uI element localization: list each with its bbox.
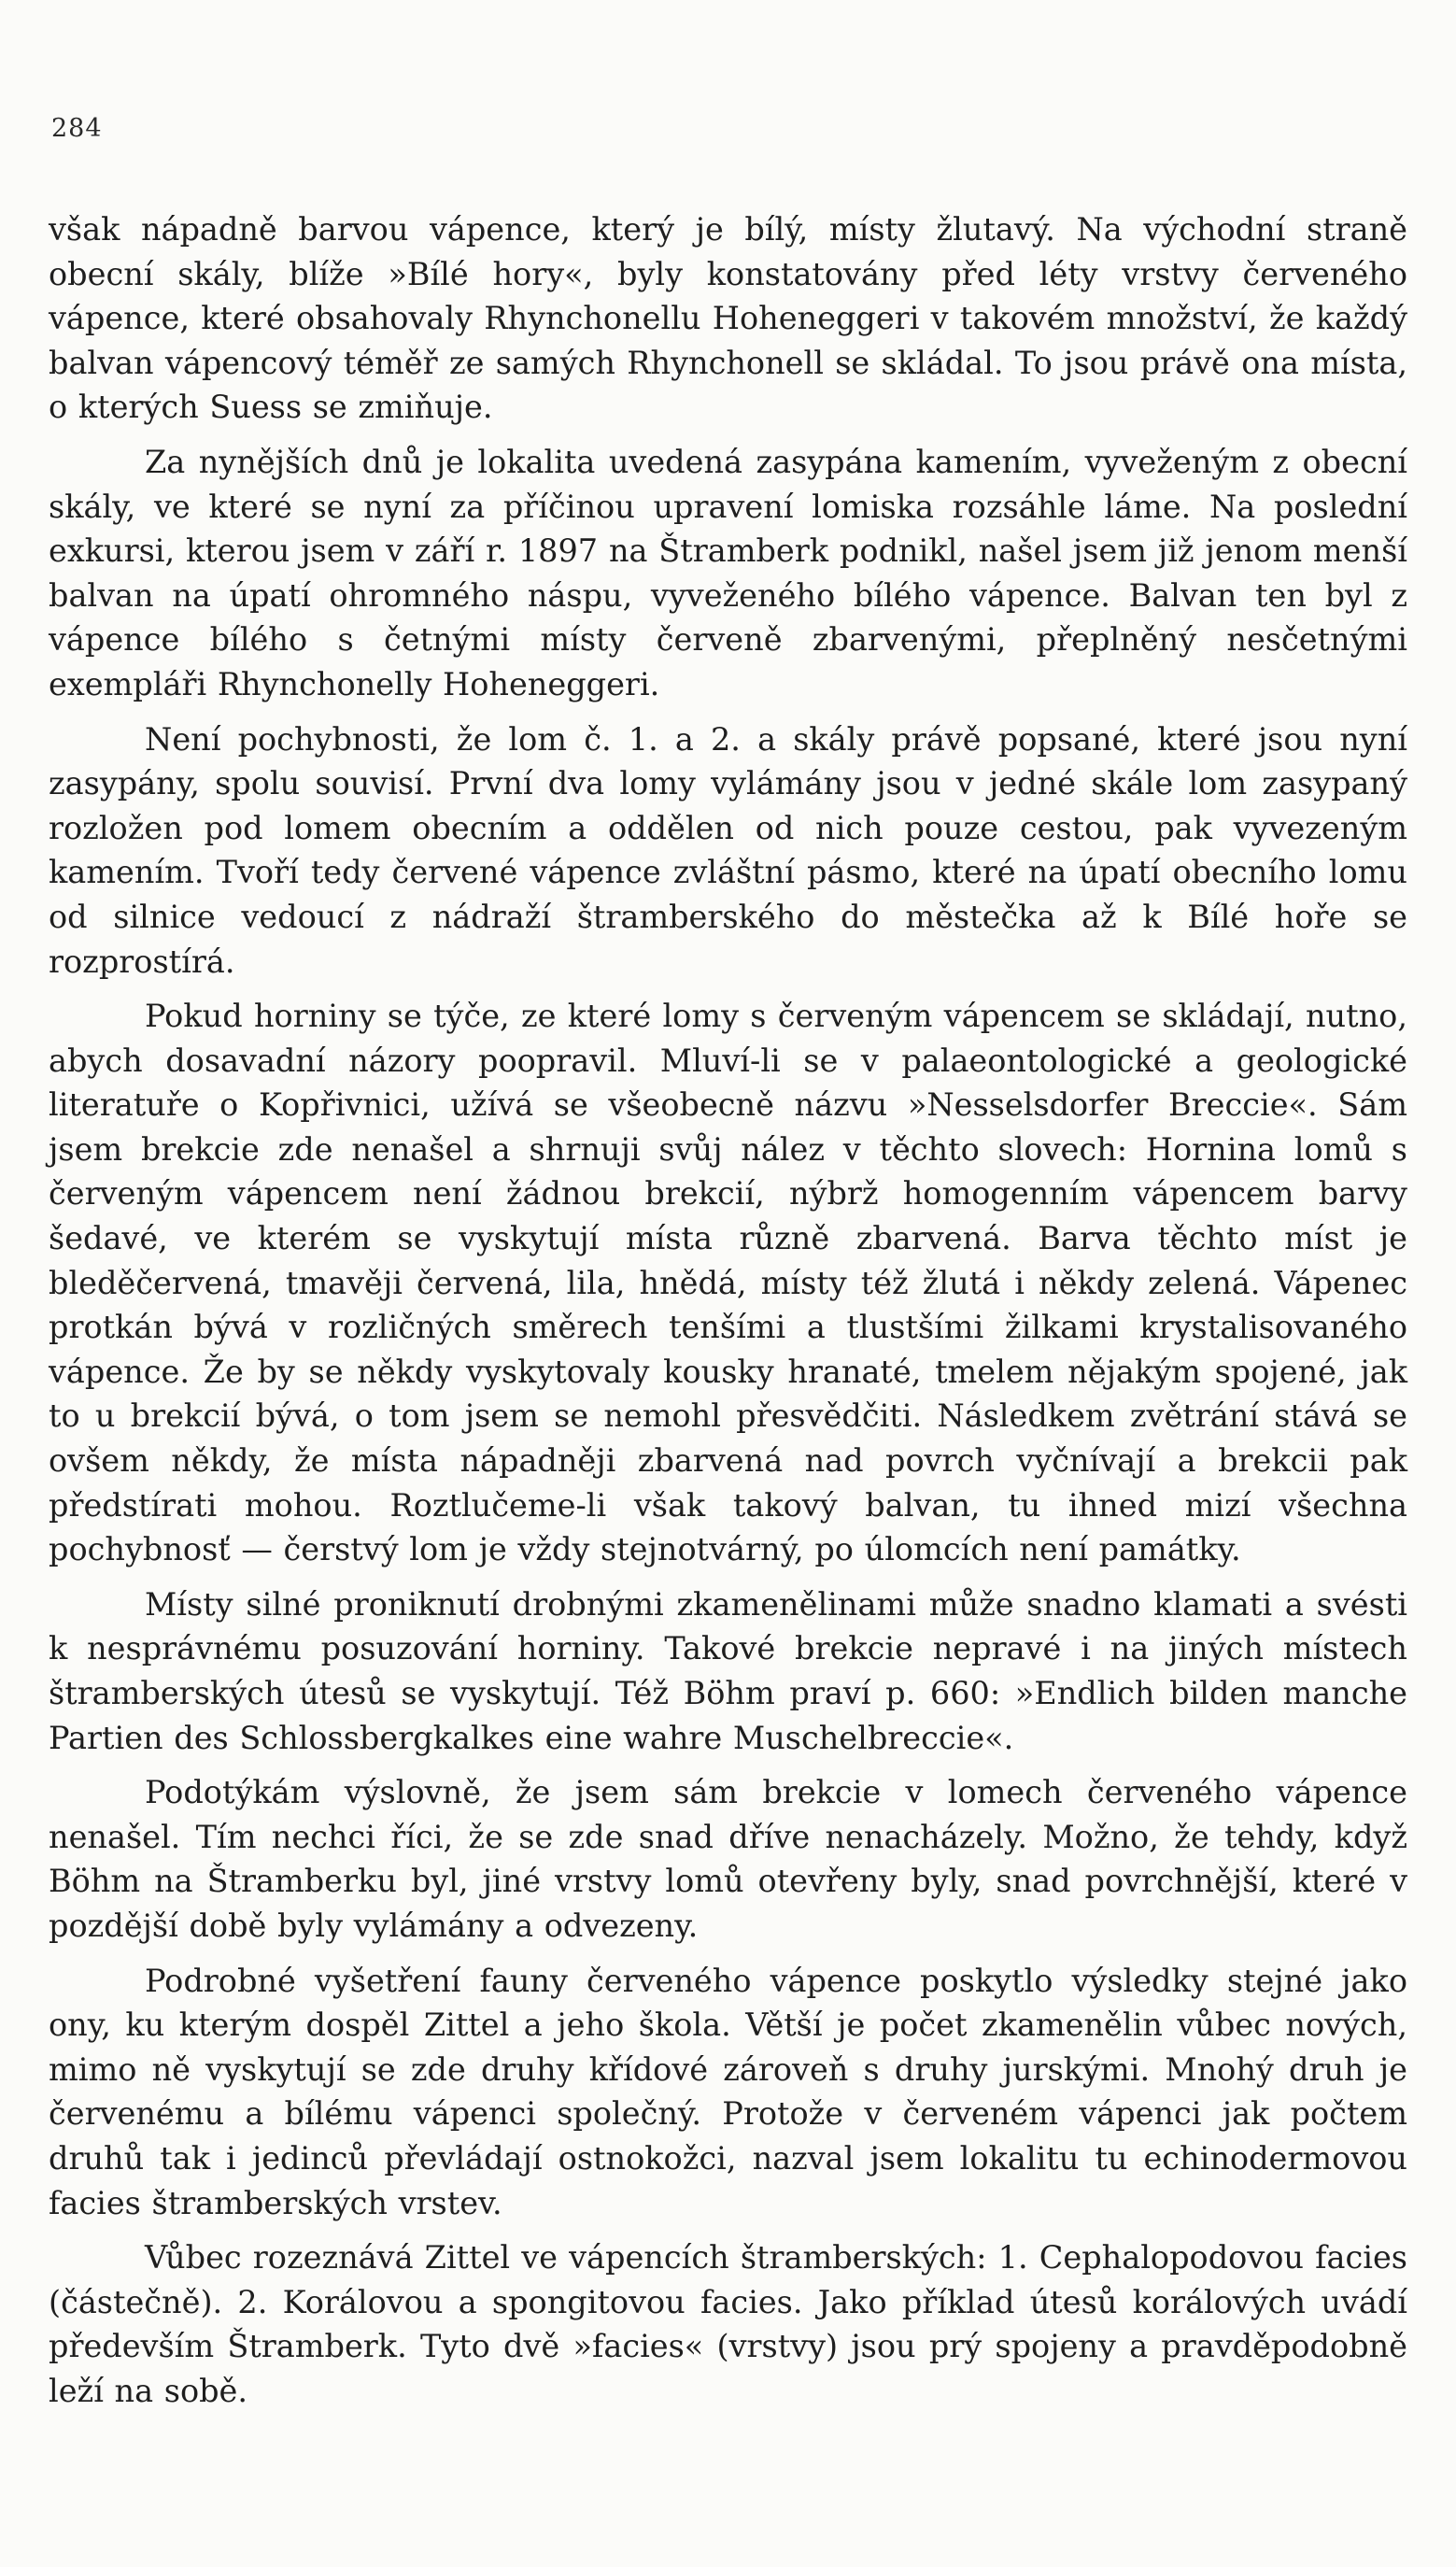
paragraph-2: Za nynějších dnů je lokalita uvedená zasypána kamením, vyveženým z obecní skály, ve které se nyní za příčinou upravení lomiska rozsáhle láme. Na poslední exkursi, kterou jsem v září r. 1897 na Štramberk podnikl, našel jsem již jenom menší balvan na úpatí ohromného náspu, vyveženého bílého vápence. Balvan ten byl z vápence bílého s četnými místy červeně zbarvenými, přeplněný nesčetnými exempláři Rhynchonelly Hoheneggeri. [49, 443, 1407, 702]
paragraph-1: však nápadně barvou vápence, který je bílý, místy žlutavý. Na východní straně obecní skály, blíže »Bílé hory«, byly konstatovány před léty vrstvy červeného vápence, které obsahovaly Rhynchonellu Hoheneggeri v takovém množství, že každý balvan vápencový téměř ze samých Rhynchonell se skládal. To jsou právě ona místa, o kterých Suess se zmiňuje. [49, 211, 1407, 426]
body-text [49, 207, 1407, 2424]
page-number: 284 [51, 114, 103, 143]
paragraph-3: Není pochybnosti, že lom č. 1. a 2. a skály právě popsané, které jsou nyní zasypány, spolu souvisí. První dva lomy vylámány jsou v jedné skále lom zasypaný rozložen pod lomem obecním a oddělen od nich pouze cestou, pak vyvezeným kamením. Tvoří tedy červené vápence zvláštní pásmo, které na úpatí obecního lomu od silnice vedoucí z nádraží štramberského do městečka až k Bílé hoře se rozprostírá. [49, 720, 1407, 980]
paragraph-4: Pokud horniny se týče, ze které lomy s červeným vápencem se skládají, nutno, abych dosavadní názory poopravil. Mluví-li se v palaeontologické a geologické literatuře o Kopřivnici, užívá se všeobecně názvu »Nesselsdorfer Breccie«. Sám jsem brekcie zde nenašel a shrnuji svůj nález v těchto slovech: Hornina lomů s červeným vápencem není žádnou brekcií, nýbrž homogenním vápencem barvy šedavé, ve kterém se vyskytují místa různě zbarvená. Barva těchto míst je bleděčervená, tmavěji červená, lila, hnědá, místy též žlutá i někdy zelená. Vápenec protkán bývá v rozličných směrech tenšími a tlustšími žilkami krystalisovaného vápence. Že by se někdy vyskytovaly kousky hranaté, tmelem nějakým spojené, jak to u brekcií bývá, o tom jsem se nemohl přesvědčiti. Následkem zvětrání stává se ovšem někdy, že místa nápadněji zbarvená nad povrch vyčnívají a brekcii pak předstírati mohou. Roztlučeme-li však takový balvan, tu ihned mizí všechna pochybnosť — čerstvý lom je vždy stejnotvárný, po úlomcích není památky. [49, 998, 1407, 1568]
paragraph-7: Podrobné vyšetření fauny červeného vápence poskytlo výsledky stejné jako ony, ku kterým dospěl Zittel a jeho škola. Větší je počet zkamenělin vůbec nových, mimo ně vyskytují se zde druhy křídové zároveň s druhy jurskými. Mnohý druh je červenému a bílému vápenci společný. Protože v červeném vápenci jak počtem druhů tak i jedinců převládají ostnokožci, nazval jsem lokalitu tu echinodermovou facies štramberských vrstev. [49, 1962, 1407, 2221]
paragraph-5: Místy silné proniknutí drobnými zkamenělinami může snadno klamati a svésti k nesprávnému posuzování horniny. Takové brekcie nepravé i na jiných místech štramberských útesů se vyskytují. Též Böhm praví p. 660: »Endlich bilden manche Partien des Schlossbergkalkes eine wahre Muschelbreccie«. [49, 1585, 1407, 1756]
paragraph-8: Vůbec rozeznává Zittel ve vápencích štramberských: 1. Cephalopodovou facies (částečně). 2. Korálovou a spongitovou facies. Jako příklad útesů korálových uvádí především Štramberk. Tyto dvě »facies« (vrstvy) jsou prý spojeny a pravděpodobně leží na sobě. [49, 2239, 1407, 2409]
paragraph-6: Podotýkám výslovně, že jsem sám brekcie v lomech červeného vápence nenašel. Tím nechci říci, že se zde snad dříve nenacházely. Možno, že tehdy, když Böhm na Štramberku byl, jiné vrstvy lomů otevřeny byly, snad povrchnější, které v pozdější době byly vylámány a odvezeny. [49, 1774, 1407, 1944]
